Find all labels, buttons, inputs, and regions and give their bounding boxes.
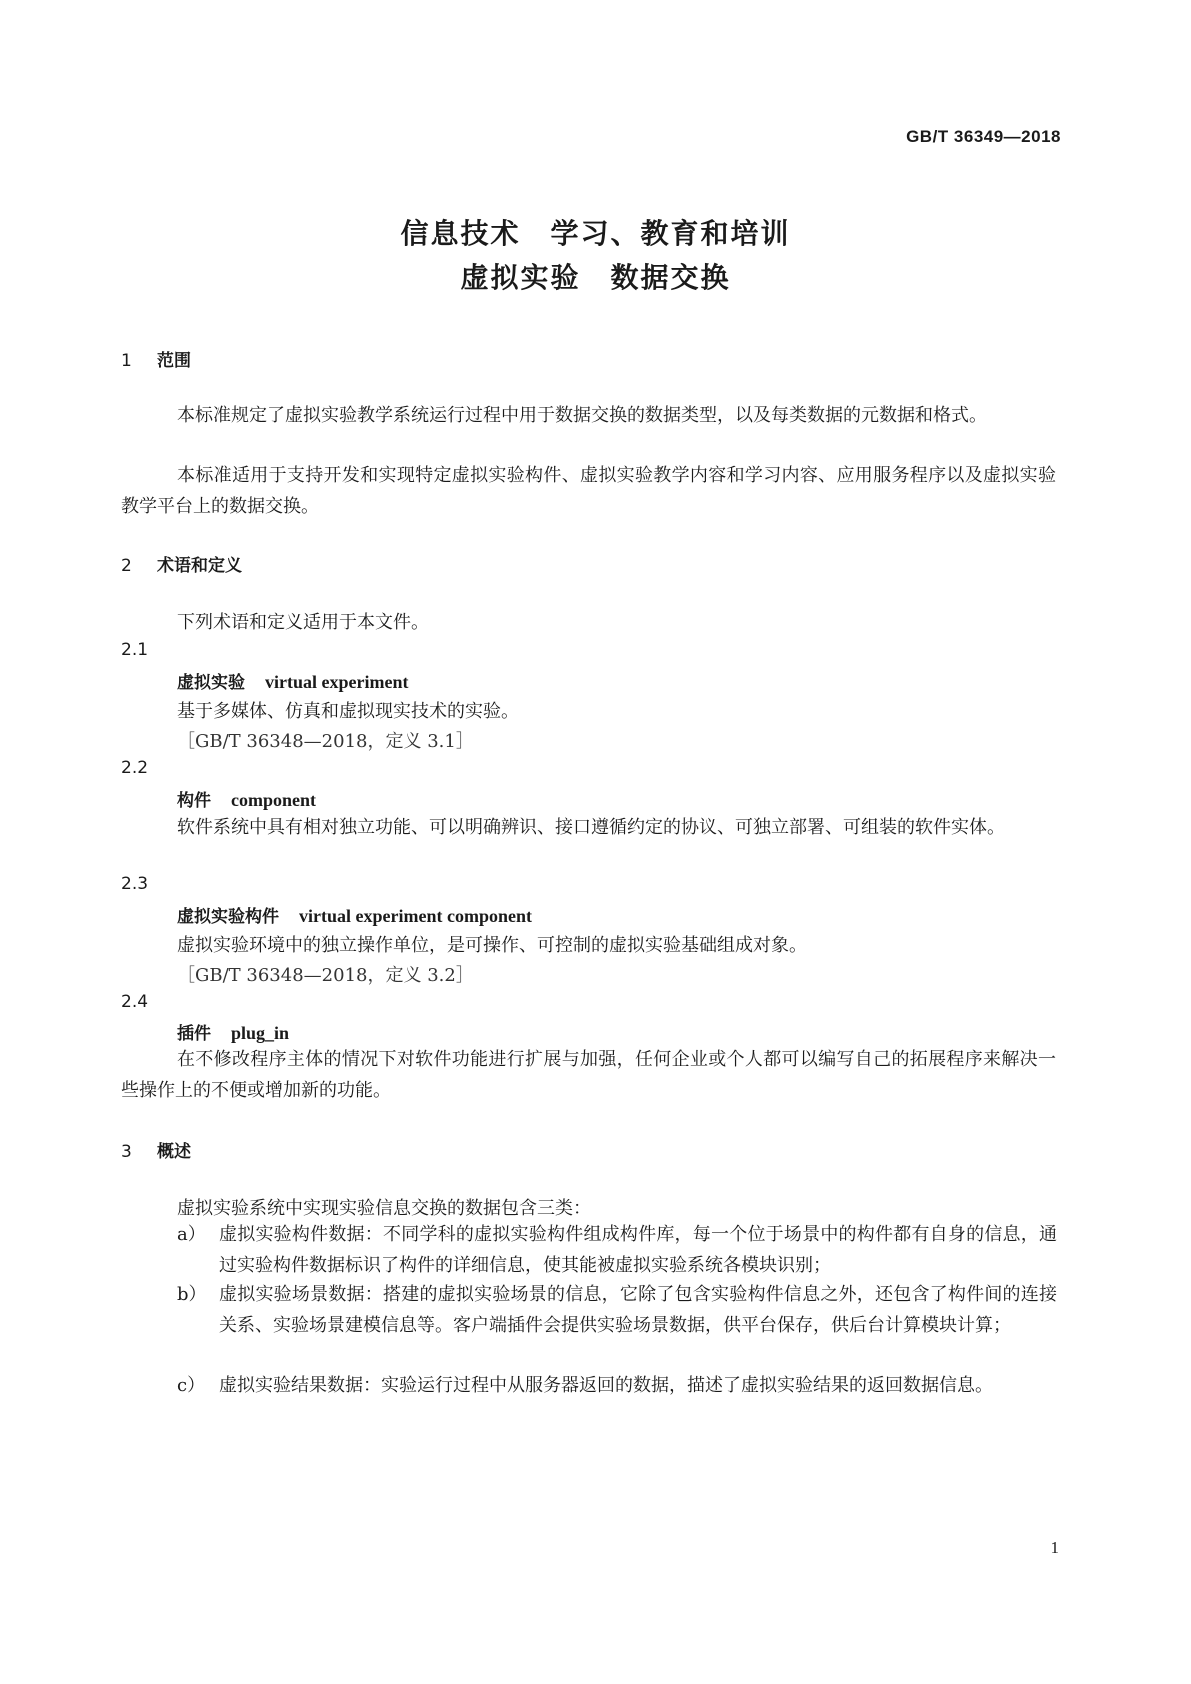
- document-title-line-1: 信息技术 学习、教育和培训: [400, 217, 791, 250]
- terms-intro: 下列术语和定义适用于本文件。: [177, 612, 429, 633]
- term-definition: 在不修改程序主体的情况下对软件功能进行扩展与加强，任何企业或个人都可以编写自己的拓展程序来解决一些操作上的不便或增加新的功能。: [121, 1049, 1056, 1101]
- list-marker: b）: [177, 1284, 207, 1305]
- term-definition: 软件系统中具有相对独立功能、可以明确辨识、接口遵循约定的协议、可独立部署、可组装的软件实体。: [177, 817, 1005, 838]
- list-marker: c）: [177, 1375, 206, 1396]
- section-2-heading: [121, 551, 242, 576]
- term-reference: ［GB/T 36348—2018，定义 3.1］: [177, 731, 474, 752]
- section-number: 3: [121, 1142, 132, 1162]
- term-en: virtual experiment component: [299, 906, 532, 926]
- section-3-heading: [121, 1137, 191, 1162]
- term-cn: 虚拟实验构件: [177, 907, 279, 927]
- term-definition: 虚拟实验环境中的独立操作单位，是可操作、可控制的虚拟实验基础组成对象。: [177, 935, 807, 956]
- section-title: 范围: [157, 351, 191, 371]
- page-number: 1: [1050, 1538, 1059, 1557]
- term-number: 2.1: [121, 640, 149, 660]
- section-number: 1: [121, 351, 132, 371]
- term-number: 2.4: [121, 992, 149, 1012]
- section-number: 2: [121, 556, 132, 576]
- term-heading: [177, 786, 316, 811]
- list-marker: a）: [177, 1224, 206, 1245]
- section-title: 概述: [157, 1142, 191, 1162]
- term-en: virtual experiment: [265, 672, 409, 692]
- term-heading: [177, 668, 408, 693]
- term-number: 2.2: [121, 758, 149, 778]
- term-en: plug_in: [231, 1023, 290, 1043]
- term-reference: ［GB/T 36348—2018，定义 3.2］: [177, 965, 474, 986]
- list-item: [177, 1370, 1057, 1401]
- term-cn: 虚拟实验: [177, 673, 245, 693]
- list-text: 虚拟实验场景数据：搭建的虚拟实验场景的信息，它除了包含实验构件信息之外，还包含了构件间的连接关系、实验场景建模信息等。客户端插件会提供实验场景数据，供平台保存，供后台计算模块计算；: [219, 1284, 1057, 1336]
- term-number: 2.3: [121, 874, 149, 894]
- section-1-heading: [121, 346, 191, 371]
- list-text: 虚拟实验构件数据：不同学科的虚拟实验构件组成构件库，每一个位于场景中的构件都有自身的信息，通过实验构件数据标识了构件的详细信息，使其能被虚拟实验系统各模块识别；: [219, 1224, 1057, 1276]
- paragraph-scope-2: 本标准适用于支持开发和实现特定虚拟实验构件、虚拟实验教学内容和学习内容、应用服务程序以及虚拟实验教学平台上的数据交换。: [121, 465, 1056, 517]
- term-definition: 基于多媒体、仿真和虚拟现实技术的实验。: [177, 701, 519, 722]
- term-en: component: [231, 790, 316, 810]
- list-item: [177, 1279, 1057, 1341]
- document-title-line-2: 虚拟实验 数据交换: [460, 261, 731, 294]
- section-title: 术语和定义: [157, 556, 242, 576]
- list-item: [177, 1219, 1057, 1281]
- standard-number: GB/T 36349—2018: [906, 127, 1061, 146]
- paragraph-scope-1: 本标准规定了虚拟实验教学系统运行过程中用于数据交换的数据类型，以及每类数据的元数据和格式。: [177, 405, 987, 426]
- list-text: 虚拟实验结果数据：实验运行过程中从服务器返回的数据，描述了虚拟实验结果的返回数据信息。: [219, 1375, 993, 1396]
- term-cn: 构件: [177, 791, 211, 811]
- term-cn: 插件: [177, 1024, 211, 1044]
- term-heading: [177, 902, 532, 927]
- term-heading: [177, 1019, 289, 1044]
- overview-intro: 虚拟实验系统中实现实验信息交换的数据包含三类：: [177, 1198, 591, 1219]
